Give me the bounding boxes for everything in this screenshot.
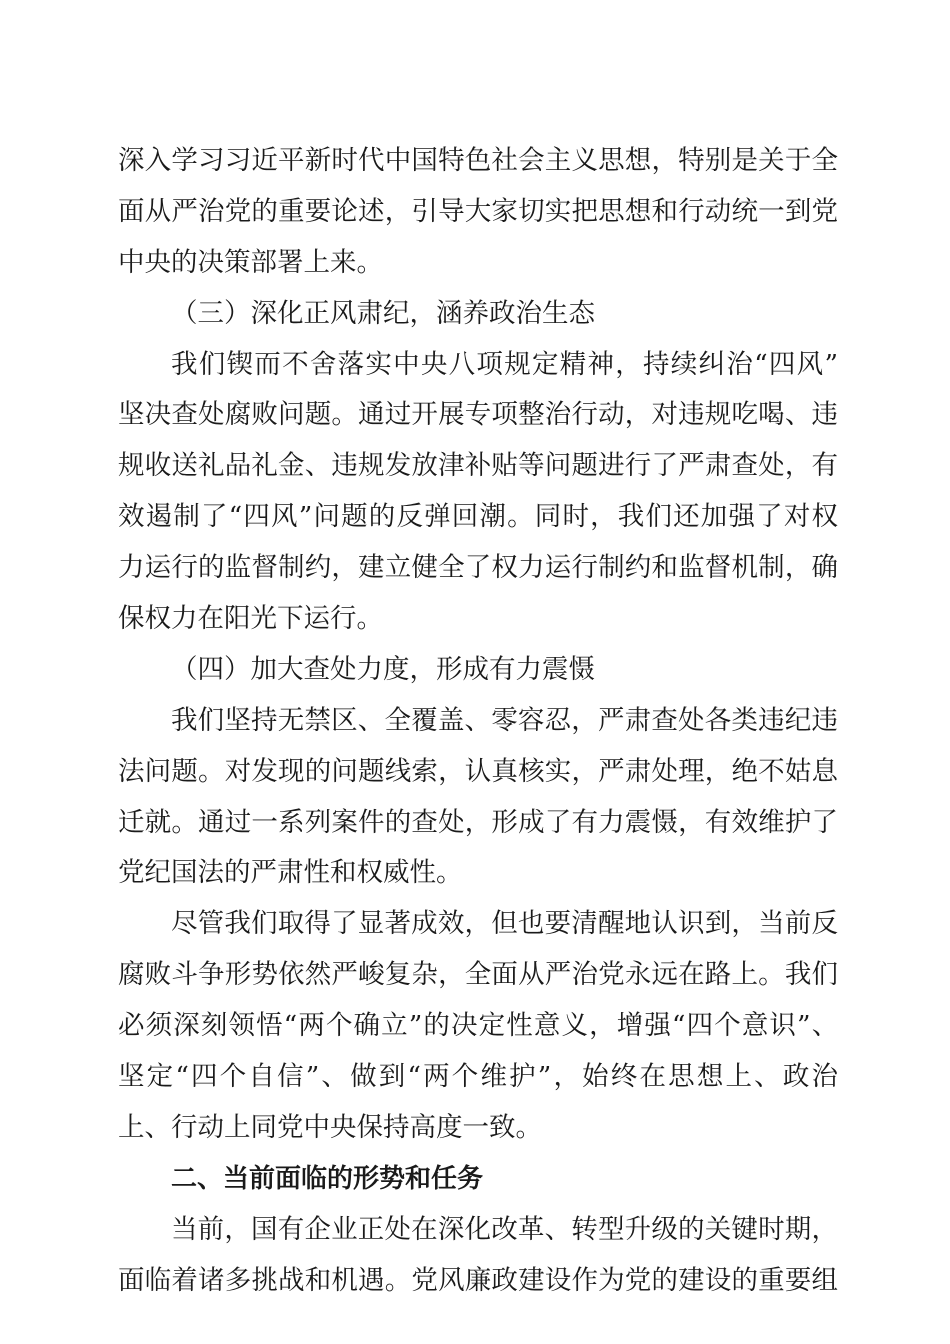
- paragraph-first-line: 我们坚持无禁区、全覆盖、零容忍，严肃查处各类违纪违: [171, 704, 838, 736]
- body-line: 力运行的监督制约，建立健全了权力运行制约和监督机制，确: [118, 552, 838, 584]
- body-line: 深入学习习近平新时代中国特色社会主义思想，特别是关于全: [118, 145, 838, 176]
- body-line: 必须深刻领悟“两个确立”的决定性意义，增强“四个意识”、: [118, 1010, 838, 1042]
- section-subheading-4: （四）加大查处力度，形成有力震慑: [171, 653, 595, 685]
- body-line: 上、行动上同党中央保持高度一致。: [118, 1111, 542, 1143]
- paragraph-first-line: 我们锲而不舍落实中央八项规定精神，持续纠治“四风”: [171, 348, 838, 380]
- body-line: 坚决查处腐败问题。通过开展专项整治行动，对违规吃喝、违: [118, 399, 838, 431]
- body-line: 面临着诸多挑战和机遇。党风廉政建设作为党的建设的重要组: [118, 1264, 838, 1296]
- body-line: 党纪国法的严肃性和权威性。: [118, 857, 463, 889]
- body-line: 规收送礼品礼金、违规发放津补贴等问题进行了严肃查处，有: [118, 450, 838, 482]
- section-subheading-3: （三）深化正风肃纪，涵养政治生态: [171, 297, 595, 329]
- body-line: 中央的决策部署上来。: [118, 246, 383, 278]
- body-line: 保权力在阳光下运行。: [118, 603, 383, 635]
- section-heading-2: 二、当前面临的形势和任务: [171, 1163, 484, 1194]
- body-line: 面从严治党的重要论述，引导大家切实把思想和行动统一到党: [118, 195, 838, 227]
- body-line: 坚定“四个自信”、做到“两个维护”，始终在思想上、政治: [118, 1061, 838, 1093]
- document-body: [118, 136, 838, 1306]
- body-line: 腐败斗争形势依然严峻复杂，全面从严治党永远在路上。我们: [118, 959, 838, 991]
- body-line: 法问题。对发现的问题线索，认真核实，严肃处理，绝不姑息: [118, 755, 838, 787]
- paragraph-first-line: 当前，国有企业正处在深化改革、转型升级的关键时期，: [171, 1213, 838, 1245]
- body-line: 迁就。通过一系列案件的查处，形成了有力震慑，有效维护了: [118, 806, 838, 838]
- body-line: 效遏制了“四风”问题的反弹回潮。同时，我们还加强了对权: [118, 501, 838, 533]
- paragraph-first-line: 尽管我们取得了显著成效，但也要清醒地认识到，当前反: [171, 908, 838, 940]
